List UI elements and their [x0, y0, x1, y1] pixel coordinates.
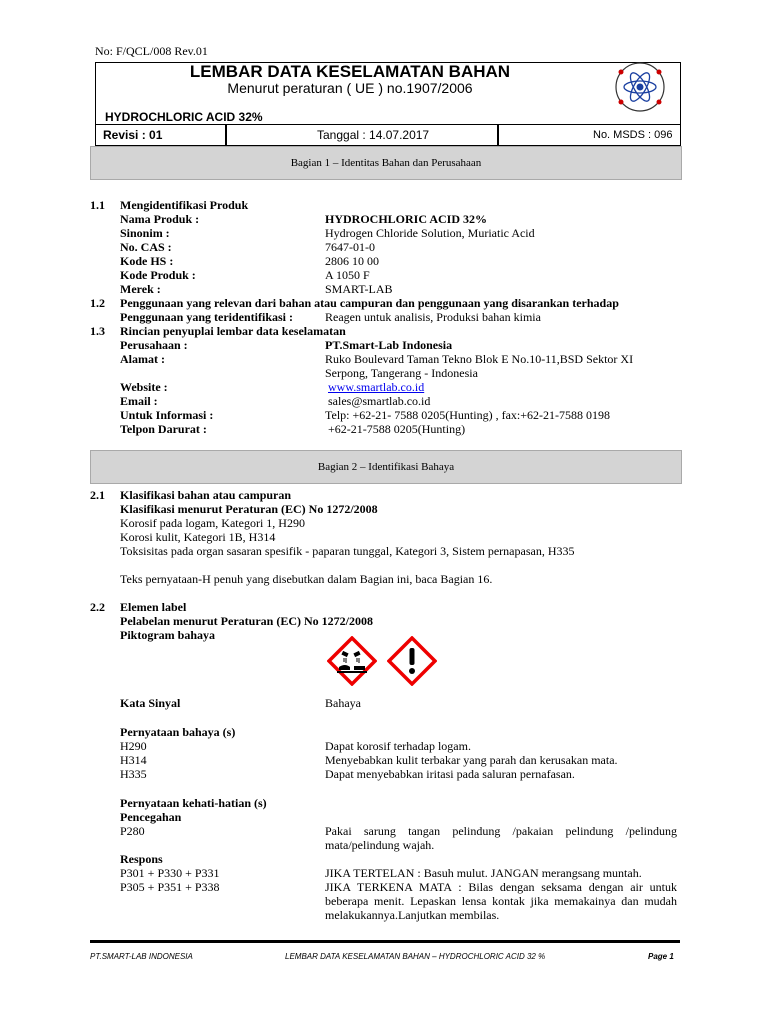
response-text: JIKA TERKENA MATA : Bilas dengan seksama dengan air untuk beberapa menit. Lepaskan lensa kontak jika memakainya dan mudah melakukannya.Lanjutkan membilas.: [325, 880, 677, 922]
section-1-1-title: Mengidentifikasi Produk: [120, 198, 249, 212]
document-subtitle: Menurut peraturan ( UE ) no.1907/2006: [227, 80, 473, 96]
company-value: PT.Smart-Lab Indonesia: [325, 338, 453, 352]
field-label: Nama Produk :: [120, 212, 200, 226]
smart-lab-logo: [600, 60, 680, 122]
classification-line: Toksisitas pada organ sasaran spesifik - paparan tunggal, Kategori 3, Sistem pernapasan, H335: [120, 544, 575, 558]
section-1-3-title: Rincian penyuplai lembar data keselamatan: [120, 324, 346, 338]
hazard-text: Dapat korosif terhadap logam.: [325, 739, 471, 753]
emergency-phone-label: Telpon Darurat :: [120, 422, 207, 436]
section-1-header: Bagian 1 – Identitas Bahan dan Perusahaan: [90, 146, 682, 180]
section-2-2-number: 2.2: [90, 600, 105, 614]
classification-line: Korosif pada logam, Kategori 1, H290: [120, 516, 305, 530]
field-label: No. CAS :: [120, 240, 172, 254]
signal-word-label: Kata Sinyal: [120, 696, 181, 710]
emergency-phone-value: +62-21-7588 0205(Hunting): [325, 422, 466, 436]
field-value: HYDROCHLORIC ACID 32%: [325, 212, 488, 226]
address-line-1: Ruko Boulevard Taman Tekno Blok E No.10-11,BSD Sektor XI: [325, 352, 634, 366]
address-line-2: Serpong, Tangerang - Indonesia: [325, 366, 478, 380]
address-label: Alamat :: [120, 352, 165, 366]
response-code: P305 + P351 + P338: [120, 880, 220, 894]
hazard-code: H290: [120, 739, 147, 753]
website-link[interactable]: www.smartlab.co.id: [328, 380, 425, 394]
hazard-statements-title: Pernyataan bahaya (s): [120, 725, 236, 739]
info-value: Telp: +62-21- 7588 0205(Hunting) , fax:+62-21-7588 0198: [325, 408, 610, 422]
field-value: A 1050 F: [325, 268, 370, 282]
section-2-2-subtitle: Pelabelan menurut Peraturan (EC) No 1272/2008: [120, 614, 373, 628]
exclamation-pictogram-icon: [387, 636, 437, 686]
field-value: Hydrogen Chloride Solution, Muriatic Acid: [325, 226, 535, 240]
company-label: Perusahaan :: [120, 338, 188, 352]
section-1-1-number: 1.1: [90, 198, 105, 212]
footer-divider: [90, 940, 680, 943]
prevention-title: Pencegahan: [120, 810, 182, 824]
header-info-row: [95, 124, 681, 146]
precaution-code: P280: [120, 824, 145, 838]
section-2-2-title: Elemen label: [120, 600, 187, 614]
field-value: 7647-01-0: [325, 240, 375, 254]
product-heading: HYDROCHLORIC ACID 32%: [105, 110, 263, 124]
response-text: JIKA TERTELAN : Basuh mulut. JANGAN merangsang muntah.: [325, 866, 642, 880]
email-value: sales@smartlab.co.id: [328, 394, 431, 408]
email-label: Email :: [120, 394, 158, 408]
pictogram-title: Piktogram bahaya: [120, 628, 216, 642]
field-label: Kode HS :: [120, 254, 174, 268]
website-label: Website :: [120, 380, 168, 394]
precautionary-title: Pernyataan kehati-hatian (s): [120, 796, 267, 810]
date-label: Tanggal : 14.07.2017: [317, 128, 430, 142]
footer-page-number: Page 1: [648, 952, 674, 961]
identified-use-label: Penggunaan yang teridentifikasi :: [120, 310, 294, 324]
section-1-3-number: 1.3: [90, 324, 105, 338]
info-label: Untuk Informasi :: [120, 408, 214, 422]
field-label: Sinonim :: [120, 226, 170, 240]
classification-line: Korosi kulit, Kategori 1B, H314: [120, 530, 276, 544]
hazard-code: H314: [120, 753, 147, 767]
field-label: Kode Produk :: [120, 268, 196, 282]
field-value: 2806 10 00: [325, 254, 379, 268]
field-value: SMART-LAB: [325, 282, 393, 296]
corrosive-pictogram-icon: [327, 636, 377, 686]
hazard-code: H335: [120, 767, 147, 781]
field-label: Merek :: [120, 282, 161, 296]
section-2-1-subtitle: Klasifikasi menurut Peraturan (EC) No 1272/2008: [120, 502, 378, 516]
response-title: Respons: [120, 852, 163, 866]
document-number: No: F/QCL/008 Rev.01: [95, 44, 208, 58]
revision-label: Revisi : 01: [103, 128, 163, 142]
section-2-1-title: Klasifikasi bahan atau campuran: [120, 488, 292, 502]
section-1-2-number: 1.2: [90, 296, 105, 310]
hazard-text: Menyebabkan kulit terbakar yang parah dan kerusakan mata.: [325, 753, 618, 767]
msds-number: No. MSDS : 096: [593, 129, 673, 141]
precaution-text: Pakai sarung tangan pelindung /pakaian pelindung /pelindung mata/pelindung wajah.: [325, 824, 677, 852]
section-2-header: Bagian 2 – Identifikasi Bahaya: [90, 450, 682, 484]
section-1-2-title: Penggunaan yang relevan dari bahan atau campuran dan penggunaan yang disarankan terhadap: [120, 296, 619, 310]
document-title: LEMBAR DATA KESELAMATAN BAHAN: [189, 62, 511, 81]
signal-word-value: Bahaya: [325, 696, 361, 710]
h-statement-note: Teks pernyataan-H penuh yang disebutkan dalam Bagian ini, baca Bagian 16.: [120, 572, 493, 586]
footer-document-title: LEMBAR DATA KESELAMATAN BAHAN – HYDROCHLORIC ACID 32 %: [285, 952, 546, 961]
footer-company: PT.SMART-LAB INDONESIA: [90, 952, 193, 961]
response-code: P301 + P330 + P331: [120, 866, 220, 880]
identified-use-value: Reagen untuk analisis, Produksi bahan kimia: [325, 310, 541, 324]
section-2-1-number: 2.1: [90, 488, 105, 502]
hazard-text: Dapat menyebabkan iritasi pada saluran pernafasan.: [325, 767, 575, 781]
